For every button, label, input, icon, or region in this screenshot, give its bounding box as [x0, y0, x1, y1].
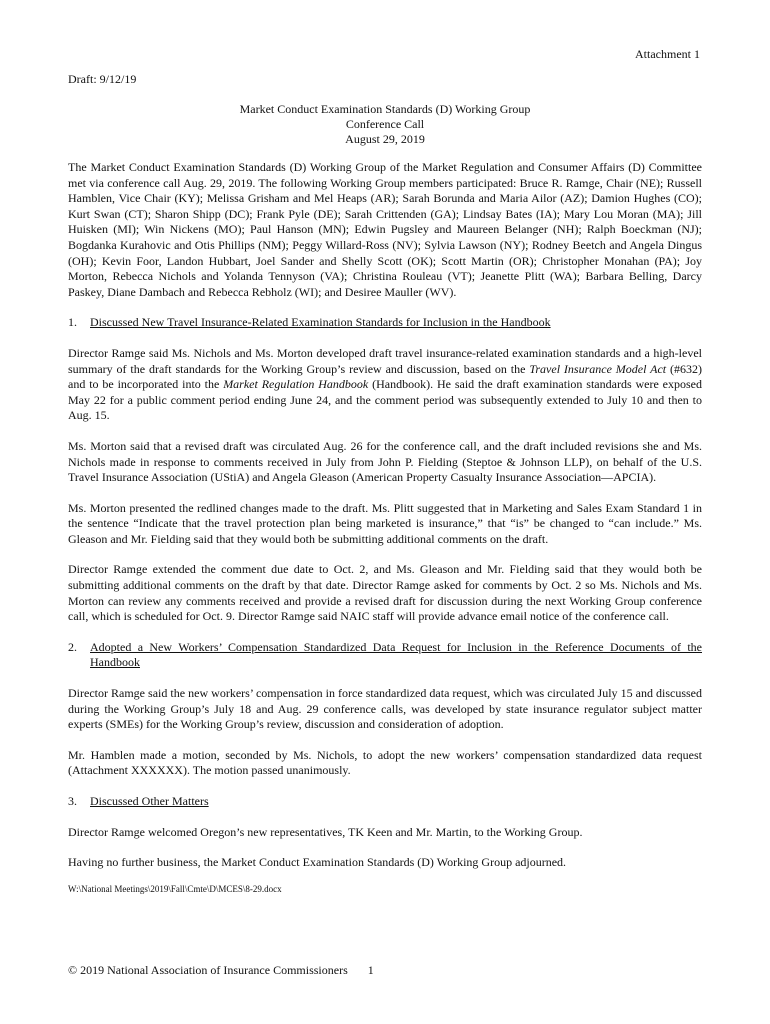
file-path: W:\National Meetings\2019\Fall\Cmte\D\MCES\8-29.docx — [68, 883, 282, 894]
section-2-title: Adopted a New Workers’ Compensation Standardized Data Request for Inclusion in the Reference Documents of the Handbook — [90, 639, 702, 670]
intro-paragraph: The Market Conduct Examination Standards (D) Working Group of the Market Regulation and Consumer Affairs (D) Committee met via conference call Aug. 29, 2019. The following Working Group members participated: Bruce R. Ramge, Chair (NE); Russell Hamblen, Vice Chair (KY); Melissa Grisham and Mel Heaps (AR); Sarah Borunda and Maria Ailor (AZ); Damion Hughes (CO); Kurt Swan (CT); Sharon Shipp (DC); Frank Pyle (DE); Sarah Crittenden (GA); Lindsay Bates (IA); Mary Lou Moran (MA); Jill Huisken (MI); Win Nickens (MO); Paul Hanson (MN); Edwin Pugsley and Maureen Belanger (NH); Ralph Boeckman (NJ); Bogdanka Kurahovic and Otis Phillips (NM); Peggy Willard-Ross (NV); Sylvia Lawson (NY); Rodney Beetch and Angela Dingus (OH); Kevin Foor, Landon Hubbart, Joel Sander and Shelly Scott (OK); Scott Martin (OR); Christopher Monahan (PA); Joy Morton, Rebecca Nichols and Yolanda Tennyson (VA); Christina Rouleau (VT); Jeanette Plitt (WA); Barbara Belling, Darcy Paskey, Diane Dambach and Rebecca Rebholz (WI); and Desiree Mauller (WV). — [68, 160, 702, 299]
text-run: (Handbook). He said the draft examination standards were exposed May 22 for a public comment period ending June 24, and the comment period was subsequently extended to July 10 and then to Aug. 15. — [68, 377, 702, 423]
section-1-number: 1. — [68, 315, 77, 330]
text-run: Director Ramge said Ms. Nichols and Ms. Morton developed draft travel insurance-related examination standards and a high-level summary of the draft standards for the Working Group’s review and discussion, based on the — [68, 345, 702, 376]
model-act-title: Travel Insurance Model Act — [529, 361, 667, 376]
section-2-number: 2. — [68, 639, 77, 654]
section-1-paragraph-4: Director Ramge extended the comment due date to Oct. 2, and Ms. Gleason and Mr. Fielding said that they would both be submitting additional comments on the draft by that date. Director Ramge asked for comments by Oct. 2 so Ms. Nichols and Ms. Morton can review any comments received and provide a revised draft for discussion during the next Working Group conference call, which is scheduled for Oct. 9. Director Ramge said NAIC staff will provide advance email notice of the conference call. — [68, 562, 702, 624]
page-number: 1 — [367, 963, 374, 977]
section-2-paragraph-2: Mr. Hamblen made a motion, seconded by Ms. Nichols, to adopt the new workers’ compensation standardized data request (Attachment XXXXXX). The motion passed unanimously. — [68, 747, 702, 778]
section-1-title: Discussed New Travel Insurance-Related Examination Standards for Inclusion in the Handbook — [90, 315, 551, 330]
footer-copyright: © 2019 National Association of Insurance Commissioners — [68, 963, 348, 977]
title-line-2: Conference Call — [345, 117, 425, 131]
title-block — [68, 102, 702, 147]
section-1-paragraph-1 — [68, 346, 702, 424]
section-1-paragraph-2: Ms. Morton said that a revised draft was circulated Aug. 26 for the conference call, and the draft included revisions she and Ms. Nichols made in response to comments received in July from John P. Fielding (Steptoe & Johnson LLP), on behalf of the U.S. Travel Insurance Association (UStiA) and Angela Gleason (American Property Casualty Insurance Association—APCIA). — [68, 438, 702, 485]
section-2-paragraph-1: Director Ramge said the new workers’ compensation in force standardized data request, which was circulated July 15 and discussed during the Working Group’s July 18 and Aug. 29 conference calls, was developed by state insurance regulator subject matter experts (SMEs) for the Working Group’s review, discussion and consideration of adoption. — [68, 686, 702, 732]
section-3-number: 3. — [68, 794, 77, 808]
title-line-1: Market Conduct Examination Standards (D) Working Group — [239, 102, 531, 116]
section-1-paragraph-3: Ms. Morton presented the redlined changes made to the draft. Ms. Plitt suggested that in Marketing and Sales Exam Standard 1 in the sentence “Indicate that the travel protection plan being marketed is insurance,” that “is” be changed to “can include.” Ms. Gleason and Mr. Fielding said that they would both be submitting additional comments on the draft. — [68, 500, 702, 546]
attachment-label: Attachment 1 — [635, 47, 700, 61]
page-footer — [68, 963, 374, 978]
title-line-3: August 29, 2019 — [345, 132, 425, 146]
section-2-heading — [68, 640, 702, 671]
section-1-heading — [68, 315, 702, 331]
document-body — [68, 160, 702, 897]
closing-paragraph: Having no further business, the Market Conduct Examination Standards (D) Working Group adjourned. — [68, 855, 567, 870]
draft-date: Draft: 9/12/19 — [68, 72, 137, 86]
handbook-title: Market Regulation Handbook — [223, 377, 369, 392]
section-3-paragraph-1: Director Ramge welcomed Oregon’s new representatives, TK Keen and Mr. Martin, to the Working Group. — [68, 824, 583, 839]
text-run: (#632) and to be incorporated into the — [68, 361, 702, 392]
section-3-title: Discussed Other Matters — [90, 794, 209, 808]
section-3-heading — [68, 794, 702, 810]
